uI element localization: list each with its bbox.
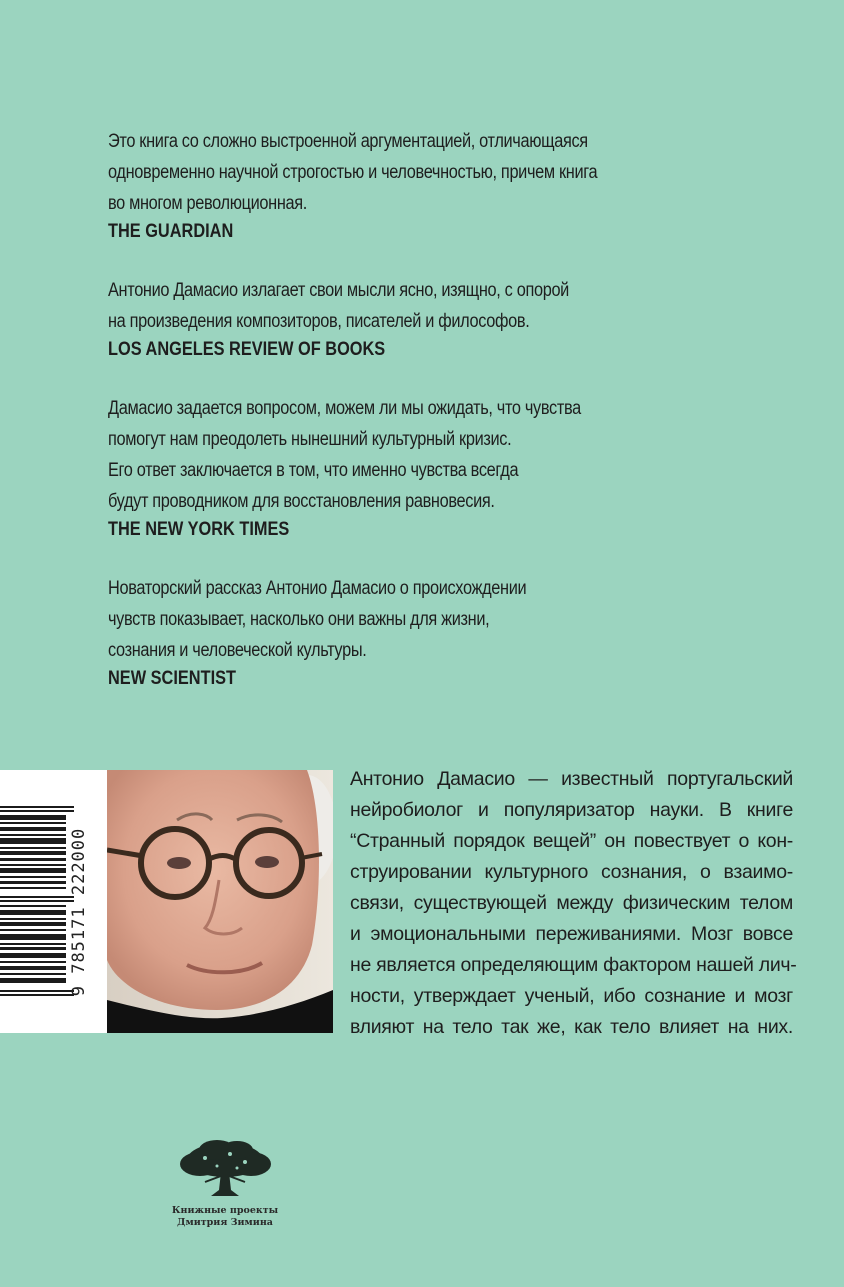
bio-text-line: ности, утверждает ученый, ибо сознание и мозг xyxy=(350,985,793,1007)
quote-text-line: Дамасио задается вопросом, можем ли мы ожидать, что чувства xyxy=(108,398,581,419)
quote-source: LOS ANGELES REVIEW OF BOOKS xyxy=(108,339,386,360)
bio-text-line: Антонио Дамасио — известный португальский xyxy=(350,768,793,790)
publisher-name-line2: Дмитрия Зимина xyxy=(177,1217,273,1228)
barcode-bars-icon xyxy=(0,806,74,996)
quote-text-line: во многом революционная. xyxy=(108,193,307,214)
bio-text-line: влияют на тело так же, как тело влияет на них. xyxy=(350,1016,793,1038)
quote-text-line: Новаторский рассказ Антонио Дамасио о происхождении xyxy=(108,578,527,599)
review-quote xyxy=(108,393,748,543)
quote-text-line: Его ответ заключается в том, что именно чувства всегда xyxy=(108,460,519,481)
author-bio xyxy=(350,764,797,1043)
author-portrait-icon xyxy=(107,770,333,1033)
isbn-digits: 9 785171 222000 xyxy=(69,827,89,997)
isbn-barcode xyxy=(0,770,107,1033)
quote-text-line: будут проводником для восстановления равновесия. xyxy=(108,491,495,512)
bio-text-line: не является определяющим фактором нашей лич- xyxy=(350,954,797,976)
quote-text-line: чувств показывает, насколько они важны для жизни, xyxy=(108,609,490,630)
quote-text-line: одновременно научной строгостью и человечностью, причем книга xyxy=(108,162,598,183)
bio-text-line: струировании культурного сознания, о взаимо- xyxy=(350,861,793,883)
quote-source: THE GUARDIAN xyxy=(108,221,234,242)
publisher-logo xyxy=(160,1138,290,1229)
quote-source: THE NEW YORK TIMES xyxy=(108,519,290,540)
tree-icon xyxy=(175,1138,275,1200)
author-photo xyxy=(107,770,333,1033)
quote-source: NEW SCIENTIST xyxy=(108,668,237,689)
quote-text-line: Это книга со сложно выстроенной аргументацией, отличающаяся xyxy=(108,131,588,152)
quote-text-line: сознания и человеческой культуры. xyxy=(108,640,367,661)
review-quotes xyxy=(108,126,748,722)
quote-text-line: помогут нам преодолеть нынешний культурный кризис. xyxy=(108,429,512,450)
publisher-name-line1: Книжные проекты xyxy=(171,1205,279,1216)
bio-text-line: связи, существующей между физическим телом xyxy=(350,892,793,914)
bio-text-line: нейробиолог и популяризатор науки. В книге xyxy=(350,799,793,821)
review-quote xyxy=(108,275,748,363)
quote-text-line: на произведения композиторов, писателей и философов. xyxy=(108,311,530,332)
quote-text-line: Антонио Дамасио излагает свои мысли ясно, изящно, с опорой xyxy=(108,280,569,301)
bio-text-line: “Странный порядок вещей” он повествует о кон- xyxy=(350,830,793,852)
bio-text-line: и эмоциональными переживаниями. Мозг вовсе xyxy=(350,923,793,945)
review-quote xyxy=(108,573,748,692)
review-quote xyxy=(108,126,748,245)
